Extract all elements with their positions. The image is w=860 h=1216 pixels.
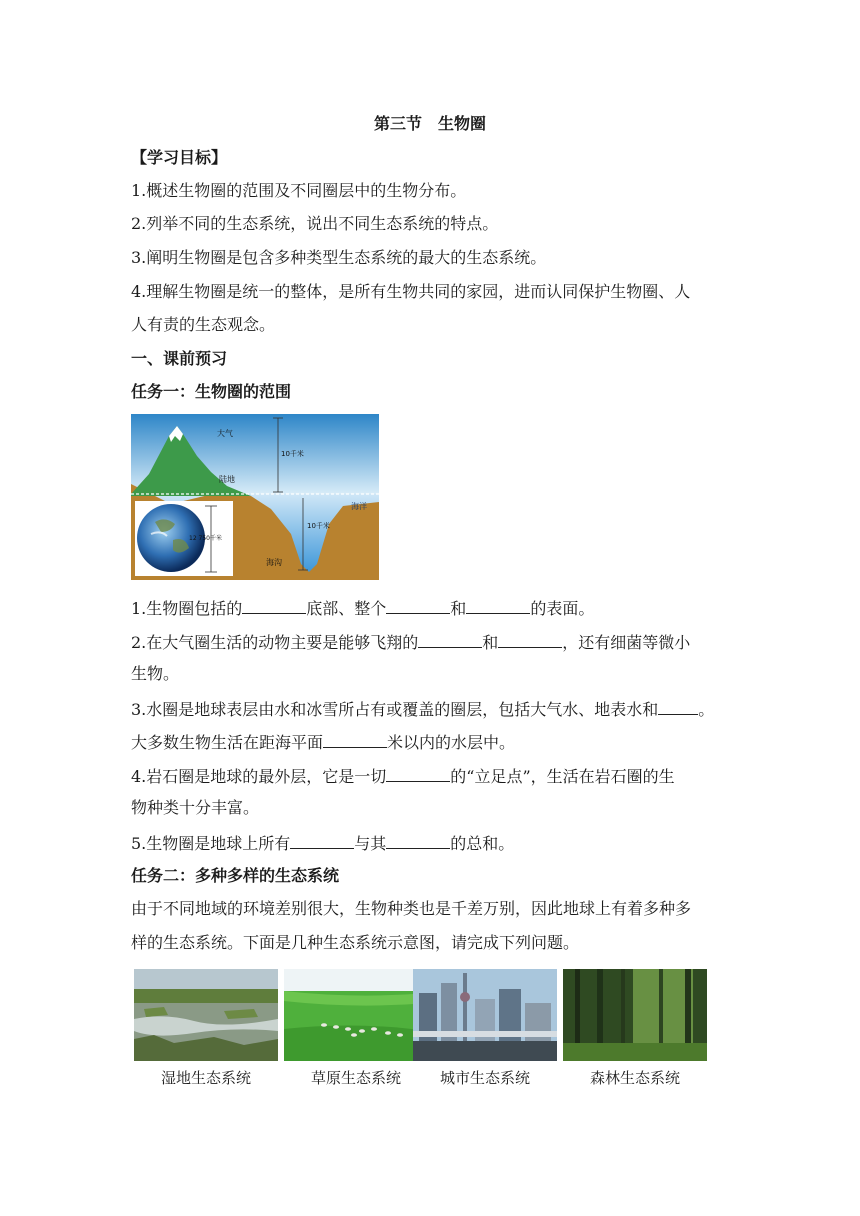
label-height: 10千米 <box>281 450 304 458</box>
label-atmosphere: 大气 <box>217 429 233 438</box>
label-trench: 海沟 <box>266 558 282 567</box>
task2-heading: 任务二：多种多样的生态系统 <box>131 866 340 885</box>
blank-9[interactable] <box>290 832 354 849</box>
biosphere-range-figure <box>131 414 379 580</box>
question-3: 3.水圈是地球表层由水和冰雪所占有或覆盖的圈层，包括大气水、地表水和 。 <box>131 700 715 719</box>
label-land: 陆地 <box>219 475 235 484</box>
objectives-heading: 【学习目标】 <box>131 148 228 167</box>
blank-5[interactable] <box>498 631 562 648</box>
blank-7[interactable] <box>323 731 387 748</box>
caption-grassland: 草原生态系统 <box>310 1069 401 1087</box>
blank-2[interactable] <box>386 597 450 614</box>
label-ocean: 海洋 <box>351 502 367 511</box>
objective-3: 3.阐明生物圈是包含多种类型生态系统的最大的生态系统。 <box>131 248 547 267</box>
page-title: 第三节 生物圈 <box>373 114 486 133</box>
question-2: 2.在大气圈生活的动物主要是能够飞翔的 和 ，还有细菌等微小 <box>131 633 691 652</box>
grassland-photo <box>284 969 428 1061</box>
objective-1: 1.概述生物圈的范围及不同圈层中的生物分布。 <box>131 181 467 200</box>
objective-4-cont: 人有责的生态观念。 <box>131 315 276 334</box>
biosphere-diagram <box>131 414 379 580</box>
caption-city: 城市生态系统 <box>439 1069 530 1087</box>
forest-photo <box>563 969 707 1061</box>
blank-8[interactable] <box>386 765 450 782</box>
question-5: 5.生物圈是地球上所有 与其 的总和。 <box>131 834 515 853</box>
blank-3[interactable] <box>466 597 530 614</box>
section-heading: 一、课前预习 <box>131 349 228 368</box>
task1-heading: 任务一：生物圈的范围 <box>131 382 292 401</box>
objective-4: 4.理解生物圈是统一的整体，是所有生物共同的家园，进而认同保护生物圈、人 <box>131 282 691 301</box>
question-2-cont: 生物。 <box>131 664 180 683</box>
city-photo <box>413 969 557 1061</box>
blank-4[interactable] <box>418 631 482 648</box>
caption-forest: 森林生态系统 <box>589 1069 680 1087</box>
wetland-photo <box>134 969 278 1061</box>
objective-2: 2.列举不同的生态系统，说出不同生态系统的特点。 <box>131 214 499 233</box>
task2-intro-1: 由于不同地域的环境差别很大，生物种类也是千差万别，因此地球上有着多种多 <box>131 899 692 918</box>
question-4-cont: 物种类十分丰富。 <box>131 798 260 817</box>
task2-intro-2: 样的生态系统。下面是几种生态系统示意图，请完成下列问题。 <box>131 933 580 952</box>
blank-6[interactable] <box>658 698 698 715</box>
question-3-cont: 大多数生物生活在距海平面 米以内的水层中。 <box>131 733 516 752</box>
question-1: 1.生物圈包括的 底部、整个 和 的表面。 <box>131 599 595 618</box>
blank-1[interactable] <box>242 597 306 614</box>
label-depth: 10千米 <box>307 522 330 530</box>
label-earth-diameter: 12 750千米 <box>189 535 222 542</box>
question-4: 4.岩石圈是地球的最外层，它是一切 的“立足点”，生活在岩石圈的生 <box>131 767 675 786</box>
blank-10[interactable] <box>386 832 450 849</box>
caption-wetland: 湿地生态系统 <box>160 1069 251 1087</box>
